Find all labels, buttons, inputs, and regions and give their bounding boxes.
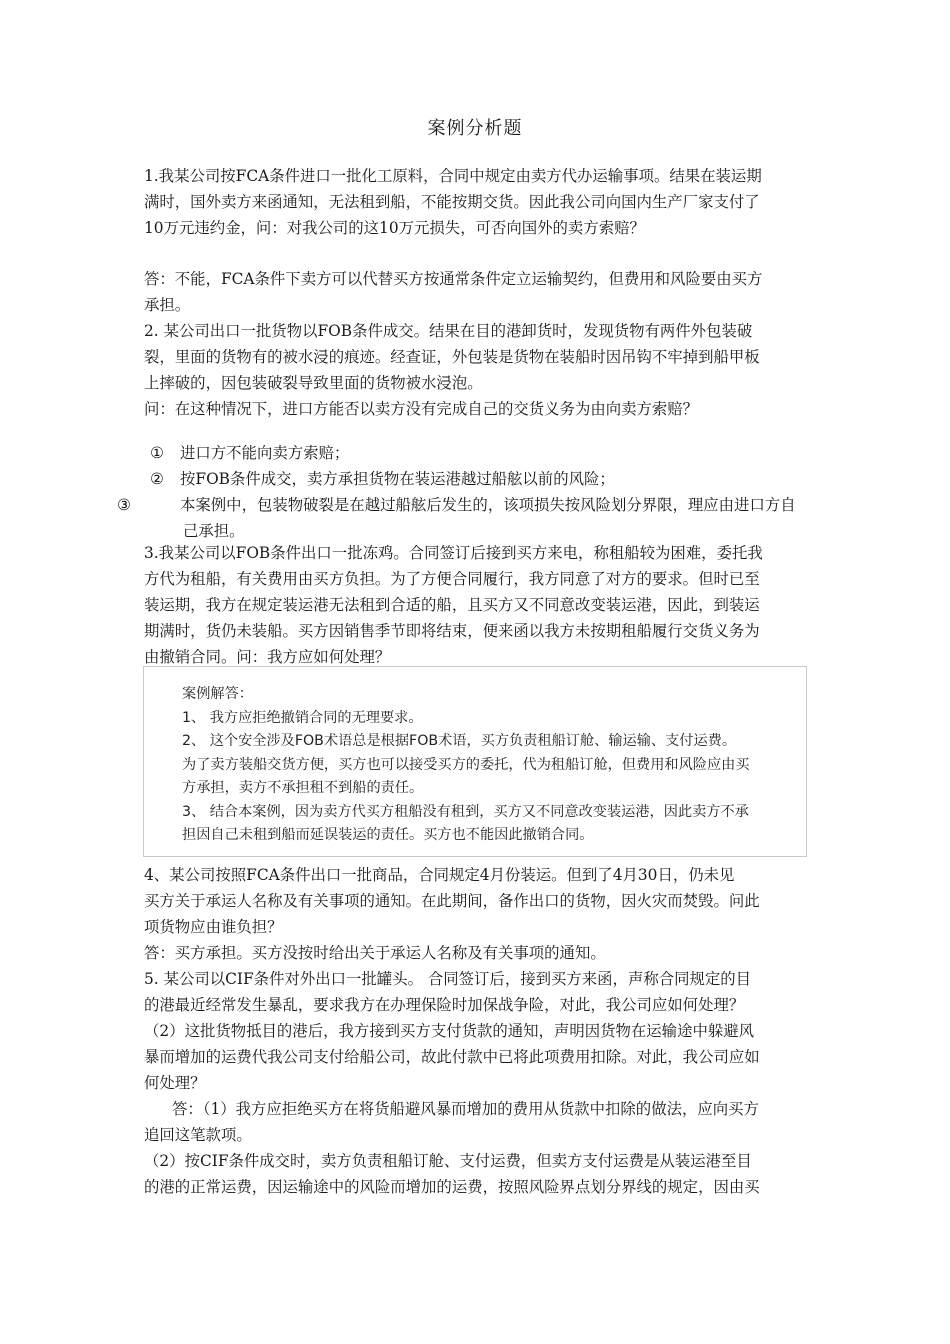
q1-answer-line-2: 承担。 <box>144 296 191 314</box>
q3-answer-box <box>143 666 807 857</box>
q2-answer-item-3 <box>117 492 810 544</box>
q4-line-2: 买方关于承运人名称及有关事项的通知。在此期间，备作出口的货物，因火灾而焚毁。问此 <box>144 892 760 910</box>
q2-line-2: 裂，里面的货物有的被水浸的痕迹。经查证，外包装是货物在装船时因吊钩不牢掉到船甲板 <box>144 348 760 366</box>
q2-answer-item-2 <box>150 466 810 492</box>
item-text: 本案例中，包装物破裂是在越过船舷后发生的，该项损失按风险划分界限，理应由进口方自己承担。 <box>180 496 796 540</box>
q2-question-line: 问：在这种情况下，进口方能否以卖方没有完成自己的交货义务为由向卖方索赔？ <box>144 400 699 418</box>
q5-line-1: 5. 某公司以CIF条件对外出口一批罐头。 合同签订后，接到买方来函，声称合同规定的目 <box>144 970 752 988</box>
q3-line-1: 3.我某公司以FOB条件出口一批冻鸡。合同签订后接到买方来电，称租船较为困难，委托我 <box>144 544 763 562</box>
q4-line-1: 4、某公司按照FCA条件出口一批商品，合同规定4月份装运。但到了4月30日，仍未见 <box>144 866 735 884</box>
q5-line-5: 何处理？ <box>144 1074 206 1092</box>
q5-answer-line-3: （2）按CIF条件成交时，卖方负责租船订舱、支付运费，但卖方支付运费是从装运港至目 <box>144 1152 752 1170</box>
box-line-6: 担因自己未租到船而延误装运的责任。买方也不能因此撤销合同。 <box>182 827 594 843</box>
q5-answer-line-2: 追回这笔款项。 <box>144 1126 252 1144</box>
q5-answer-line-4: 的港的正常运费，因运输途中的风险而增加的运费，按照风险界点划分界线的规定，因由买 <box>144 1178 760 1196</box>
q3-line-5: 由撤销合同。问：我方应如何处理？ <box>144 648 391 666</box>
q5-line-2: 的港最近经常发生暴乱，要求我方在办理保险时加保战争险，对此，我公司应如何处理？ <box>144 996 745 1014</box>
item-text: 进口方不能向卖方索赔； <box>180 444 350 462</box>
page-title: 案例分析题 <box>427 118 523 139</box>
q2-line-1: 2. 某公司出口一批货物以FOB条件成交。结果在目的港卸货时，发现货物有两件外包装破 <box>144 322 753 340</box>
box-line-3: 为了卖方装船交货方便，买方也可以接受买方的委托，代为租船订舱，但费用和风险应由买 <box>182 756 750 773</box>
q3-answer-box-content <box>182 683 800 848</box>
q4-line-3: 项货物应由谁负担？ <box>144 918 283 936</box>
q3-line-2: 方代为租船，有关费用由买方负担。为了方便合同履行，我方同意了对方的要求。但时已至 <box>144 570 760 588</box>
item-number: ① <box>150 444 164 462</box>
q1-line-2: 满时，国外卖方来函通知，无法租到船，不能按期交货。因此我公司向国内生产厂家支付了 <box>144 193 760 211</box>
q2-answer-item-1 <box>150 440 810 466</box>
q5-answer-line-1: 答：（1）我方应拒绝买方在将货船避风暴而增加的费用从货款中扣除的做法，应向买方 <box>172 1100 759 1118</box>
box-line-2: 2、 这个安全涉及FOB术语总是根据FOB术语，买方负责租船订舱、输运输、支付运费。 <box>182 733 737 749</box>
q1-answer-line-1: 答：不能，FCA条件下卖方可以代替买方按通常条件定立运输契约，但费用和风险要由买方 <box>144 270 763 288</box>
q5-line-3: （2）这批货物抵目的港后，我方接到买方支付货款的通知，声明因货物在运输途中躲避风 <box>144 1022 755 1040</box>
box-line-4: 方承担，卖方不承担租不到船的责任。 <box>182 780 424 796</box>
q5-line-4: 暴而增加的运费代我公司支付给船公司，故此付款中已将此项费用扣除。对此，我公司应如 <box>144 1048 760 1066</box>
item-text: 按FOB条件成交，卖方承担货物在装运港越过船舷以前的风险； <box>180 470 615 488</box>
q1-line-3: 10万元违约金，问：对我公司的这10万元损失，可否向国外的卖方索赔？ <box>144 219 645 237</box>
box-line-1: 1、 我方应拒绝撤销合同的无理要求。 <box>182 709 423 726</box>
q3-line-3: 装运期，我方在规定装运港无法租到合适的船，且买方又不同意改变装运港，因此，到装运 <box>144 596 760 614</box>
box-heading: 案例解答： <box>182 686 253 702</box>
q2-line-3: 上摔破的，因包装破裂导致里面的货物被水浸泡。 <box>144 374 483 392</box>
q1-line-1: 1.我某公司按FCA条件进口一批化工原料，合同中规定由卖方代办运输事项。结果在装运期 <box>144 167 762 185</box>
box-line-5: 3、 结合本案例，因为卖方代买方租船没有租到，买方又不同意改变装运港，因此卖方不承 <box>182 803 749 820</box>
q4-answer-line: 答：买方承担。买方没按时给出关于承运人名称及有关事项的通知。 <box>144 944 606 962</box>
item-number: ③ <box>117 496 131 514</box>
item-number: ② <box>150 470 164 488</box>
q3-line-4: 期满时，货仍未装船。买方因销售季节即将结束，便来函以我方未按期租船履行交货义务为 <box>144 622 760 640</box>
